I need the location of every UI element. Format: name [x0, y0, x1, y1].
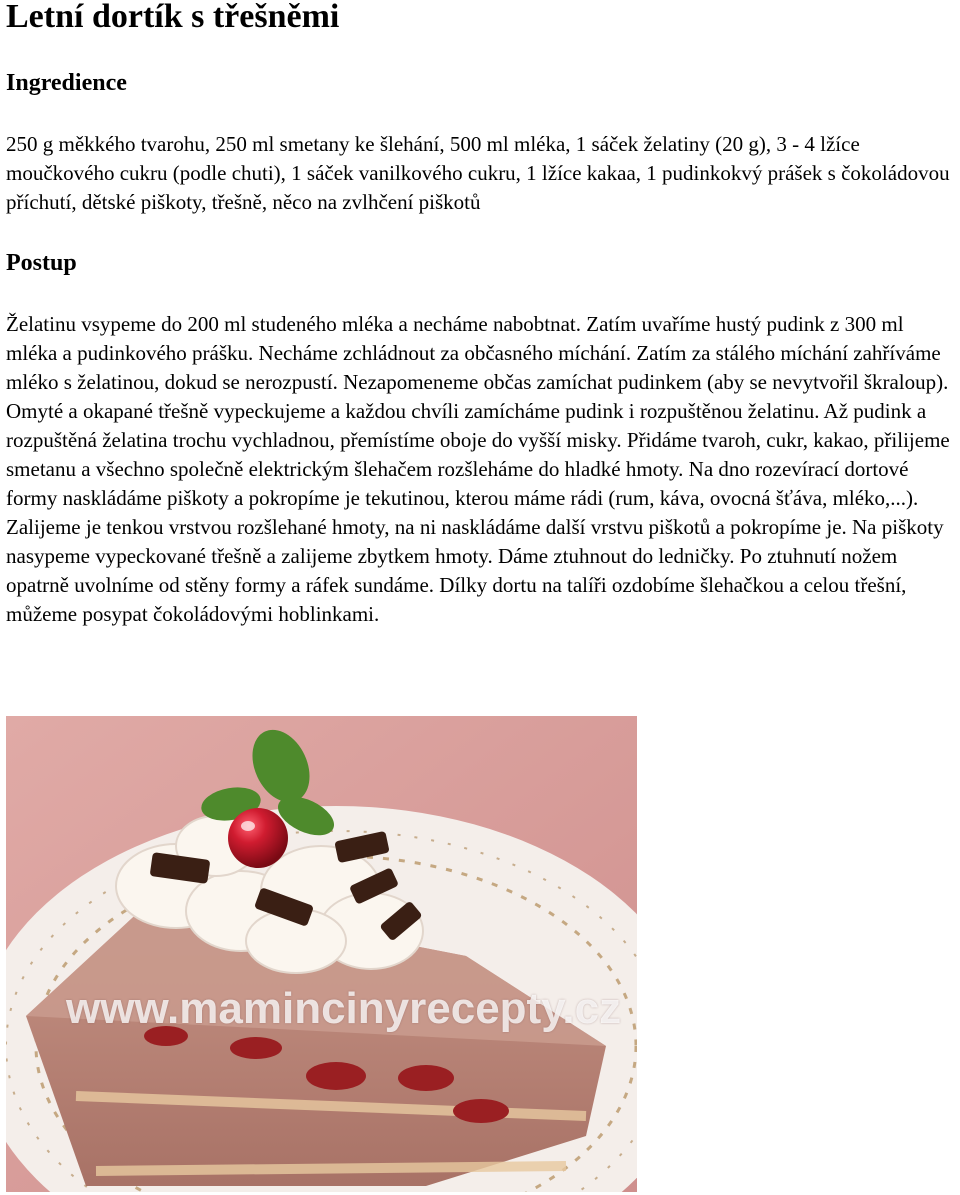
ingredients-text: 250 g měkkého tvarohu, 250 ml smetany ke šlehání, 500 ml mléka, 1 sáček želatiny (20 g), 3 - 4 lžíce moučkového cukru (podle chuti), 1 sáček vanilkového cukru, 1 lžíce kakaa, 1 pudinkokvý prášek s čokoládovou příchutí, dětské piškoty, třešně, něco na zvlhčení piškotů: [6, 132, 950, 214]
procedure-text: Želatinu vsypeme do 200 ml studeného mléka a necháme nabobtnat. Zatím uvaříme hustý pudink z 300 ml mléka a pudinkového prášku. Necháme zchládnout za občasného míchání. Zatím za stálého míchání zahříváme mléko s želatinou, dokud se nerozpustí. Nezapomeneme občas zamíchat pudinkem (aby se nevytvořil škraloup). Omyté a okapané třešně vypeckujeme a každou chvíli zamícháme pudink i rozpuštěnou želatinu. Až pudink a rozpuštěná želatina trochu vychladnou, přemístíme oboje do vyšší misky. Přidáme tvaroh, cukr, kakao, přilijeme smetanu a všechno společně elektrickým šlehačem rozšleháme do hladké hmoty. Na dno rozevírací dortové formy naskládáme piškoty a pokropíme je tekutinou, kterou máme rádi (rum, káva, ovocná šťáva, mléko,...). Zalijeme je tenkou vrstvou rozšlehané hmoty, na ni naskládáme další vrstvu piškotů a pokropíme je. Na piškoty nasypeme vypeckované třešně a zalijeme zbytkem hmoty. Dáme ztuhnout do ledničky. Po ztuhnutí nožem opatrně uvolníme od stěny formy a ráfek sundáme. Dílky dortu na talíři ozdobíme šlehačkou a celou třešní, můžeme posypat čokoládovými hoblinkami.: [6, 312, 950, 626]
cake-photo: [6, 716, 637, 1192]
cherry: [228, 808, 288, 868]
ingredients-heading: Ingredience: [6, 70, 127, 96]
watermark: www.mamincinyrecepty.cz: [66, 984, 622, 1033]
recipe-title: Letní dortík s třešněmi: [6, 0, 340, 35]
procedure-heading: Postup: [6, 250, 77, 276]
